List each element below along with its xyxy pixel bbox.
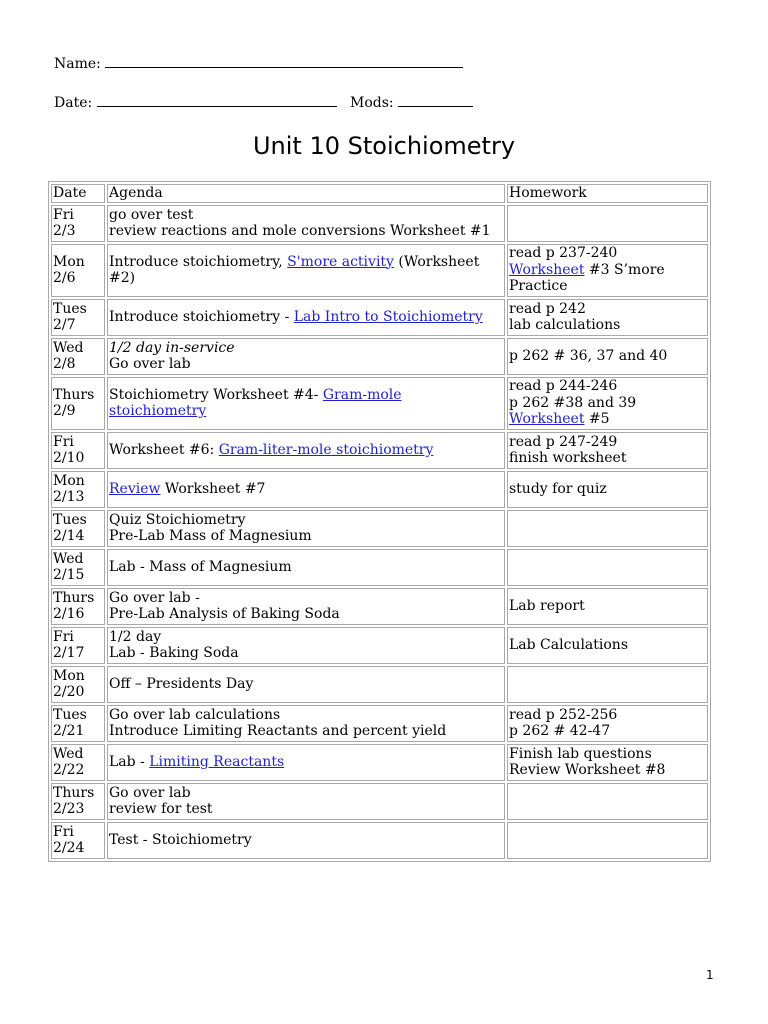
- agenda-cell: [107, 822, 505, 859]
- homework-cell: [507, 377, 708, 430]
- day-text: Tues: [53, 511, 87, 528]
- agenda-line: review for test: [109, 801, 213, 817]
- agenda-line: Go over lab: [109, 356, 191, 372]
- agenda-cell: [107, 299, 505, 336]
- agenda-cell: [107, 432, 505, 469]
- agenda-text: Stoichiometry Worksheet #4-: [109, 386, 323, 403]
- agenda-line: Lab - Mass of Magnesium: [109, 558, 292, 575]
- agenda-text: Introduce stoichiometry,: [109, 253, 288, 270]
- agenda-text: Worksheet #6:: [109, 441, 219, 458]
- homework-line: #3 S’more: [584, 261, 665, 278]
- homework-cell: [507, 822, 708, 859]
- agenda-link[interactable]: Gram-mole stoichiometry: [109, 386, 402, 419]
- date-cell: [51, 432, 105, 469]
- homework-cell: [507, 744, 708, 781]
- table-row: [51, 783, 708, 820]
- date-text: 2/17: [53, 645, 85, 661]
- date-text: 2/3: [53, 223, 76, 239]
- date-text: 2/16: [53, 606, 85, 622]
- agenda-cell: [107, 627, 505, 664]
- agenda-line: 1/2 day: [109, 628, 162, 645]
- table-row: [51, 705, 708, 742]
- agenda-line: Pre-Lab Mass of Magnesium: [109, 528, 312, 544]
- agenda-cell: [107, 666, 505, 703]
- homework-line: Practice: [509, 278, 568, 295]
- homework-line: lab calculations: [509, 317, 621, 333]
- agenda-cell: [107, 510, 505, 547]
- table-row: [51, 822, 708, 859]
- homework-cell: [507, 205, 708, 242]
- agenda-line: Go over lab calculations: [109, 706, 281, 723]
- homework-line: read p 242: [509, 300, 586, 317]
- agenda-link[interactable]: Limiting Reactants: [149, 753, 285, 770]
- day-text: Tues: [53, 706, 87, 723]
- header-homework: Homework: [507, 184, 708, 203]
- homework-line: read p 247-249: [509, 433, 618, 450]
- date-text: 2/14: [53, 528, 85, 544]
- homework-line: #5: [584, 411, 610, 428]
- day-text: Fri: [53, 823, 74, 840]
- agenda-cell: [107, 744, 505, 781]
- date-text: 2/24: [53, 840, 85, 856]
- homework-cell: [507, 338, 708, 375]
- homework-line: Finish lab questions: [509, 745, 652, 762]
- day-text: Thurs: [53, 784, 95, 801]
- table-row: [51, 244, 708, 297]
- day-text: Wed: [53, 745, 84, 762]
- date-cell: [51, 822, 105, 859]
- day-text: Wed: [53, 550, 84, 567]
- homework-line: p 262 # 36, 37 and 40: [509, 347, 668, 364]
- date-cell: [51, 244, 105, 297]
- homework-line: p 262 # 42-47: [509, 723, 611, 739]
- date-cell: [51, 744, 105, 781]
- date-cell: [51, 338, 105, 375]
- agenda-cell: [107, 205, 505, 242]
- homework-cell: [507, 299, 708, 336]
- homework-line: read p 237-240: [509, 245, 618, 262]
- page-number: 1: [706, 968, 714, 982]
- header-date: Date: [51, 184, 105, 203]
- agenda-italic-line: 1/2 day in-service: [109, 339, 235, 356]
- homework-cell: [507, 783, 708, 820]
- agenda-link[interactable]: Lab Intro to Stoichiometry: [293, 308, 483, 325]
- homework-line: Lab report: [509, 597, 585, 614]
- agenda-text: Introduce stoichiometry -: [109, 308, 294, 325]
- agenda-text: Lab -: [109, 753, 150, 770]
- date-text: 2/13: [53, 489, 85, 505]
- date-text: 2/21: [53, 723, 85, 739]
- table-row: [51, 338, 708, 375]
- day-text: Fri: [53, 433, 74, 450]
- day-text: Wed: [53, 339, 84, 356]
- day-text: Thurs: [53, 386, 95, 403]
- table-row: [51, 377, 708, 430]
- agenda-line: go over test: [109, 206, 194, 223]
- date-label: Date:: [54, 95, 93, 111]
- mods-label: Mods:: [350, 95, 394, 111]
- homework-cell: [507, 705, 708, 742]
- homework-cell: [507, 244, 708, 297]
- date-cell: [51, 510, 105, 547]
- table-row: [51, 432, 708, 469]
- date-text: 2/22: [53, 762, 85, 778]
- table-row: [51, 299, 708, 336]
- page-title: Unit 10 Stoichiometry: [252, 132, 516, 160]
- table-header-row: [51, 184, 708, 203]
- agenda-line: Quiz Stoichiometry: [109, 511, 246, 528]
- agenda-cell: [107, 471, 505, 508]
- homework-link[interactable]: Worksheet: [509, 261, 585, 278]
- date-cell: [51, 627, 105, 664]
- agenda-line: Test - Stoichiometry: [109, 831, 252, 848]
- agenda-cell: [107, 705, 505, 742]
- agenda-cell: [107, 244, 505, 297]
- day-text: Fri: [53, 206, 74, 223]
- date-cell: [51, 549, 105, 586]
- agenda-line: Introduce Limiting Reactants and percent yield: [109, 723, 447, 739]
- homework-cell: [507, 510, 708, 547]
- table-row: [51, 549, 708, 586]
- agenda-cell: [107, 377, 505, 430]
- date-text: 2/10: [53, 450, 85, 466]
- agenda-line: Lab - Baking Soda: [109, 645, 239, 661]
- agenda-link[interactable]: Review: [109, 480, 161, 497]
- homework-line: finish worksheet: [509, 450, 627, 466]
- date-text: 2/23: [53, 801, 85, 817]
- name-blank: [105, 54, 463, 68]
- day-text: Fri: [53, 628, 74, 645]
- table-row: [51, 666, 708, 703]
- agenda-line: Go over lab -: [109, 589, 200, 606]
- date-cell: [51, 666, 105, 703]
- homework-cell: [507, 588, 708, 625]
- homework-link[interactable]: Worksheet: [509, 411, 585, 428]
- homework-line: read p 244-246: [509, 378, 618, 395]
- date-mods-field: [54, 93, 473, 111]
- agenda-line: Off – Presidents Day: [109, 675, 254, 692]
- agenda-line: Pre-Lab Analysis of Baking Soda: [109, 606, 340, 622]
- agenda-table: [48, 181, 711, 862]
- homework-line: read p 252-256: [509, 706, 618, 723]
- date-cell: [51, 783, 105, 820]
- date-text: 2/8: [53, 356, 76, 372]
- agenda-text: (Worksheet #2): [109, 253, 480, 286]
- day-text: Mon: [53, 472, 85, 489]
- date-text: 2/9: [53, 403, 76, 419]
- homework-line: study for quiz: [509, 480, 607, 497]
- date-cell: [51, 377, 105, 430]
- name-field: [54, 54, 463, 72]
- date-text: 2/20: [53, 684, 85, 700]
- table-row: [51, 588, 708, 625]
- table-row: [51, 471, 708, 508]
- day-text: Mon: [53, 253, 85, 270]
- homework-cell: [507, 471, 708, 508]
- table-row: [51, 744, 708, 781]
- homework-line: Lab Calculations: [509, 636, 629, 653]
- agenda-link[interactable]: Gram-liter-mole stoichiometry: [218, 441, 434, 458]
- day-text: Thurs: [53, 589, 95, 606]
- date-cell: [51, 705, 105, 742]
- homework-cell: [507, 549, 708, 586]
- date-text: 2/6: [53, 270, 76, 286]
- agenda-line: Go over lab: [109, 784, 191, 801]
- date-blank: [97, 93, 337, 107]
- header-agenda: Agenda: [107, 184, 505, 203]
- day-text: Mon: [53, 667, 85, 684]
- homework-cell: [507, 627, 708, 664]
- table-row: [51, 510, 708, 547]
- homework-cell: [507, 666, 708, 703]
- mods-blank: [398, 93, 473, 107]
- agenda-cell: [107, 588, 505, 625]
- agenda-cell: [107, 783, 505, 820]
- agenda-cell: [107, 549, 505, 586]
- homework-cell: [507, 432, 708, 469]
- homework-line: p 262 #38 and 39: [509, 394, 637, 411]
- date-cell: [51, 299, 105, 336]
- table-row: [51, 205, 708, 242]
- day-text: Tues: [53, 300, 87, 317]
- date-cell: [51, 471, 105, 508]
- date-cell: [51, 588, 105, 625]
- date-text: 2/15: [53, 567, 85, 583]
- agenda-line: review reactions and mole conversions Worksheet #1: [109, 223, 491, 239]
- agenda-cell: [107, 338, 505, 375]
- name-label: Name:: [54, 56, 101, 72]
- table-row: [51, 627, 708, 664]
- date-cell: [51, 205, 105, 242]
- homework-line: Review Worksheet #8: [509, 762, 666, 778]
- date-text: 2/7: [53, 317, 76, 333]
- agenda-text: Worksheet #7: [160, 480, 266, 497]
- agenda-link[interactable]: S'more activity: [287, 253, 394, 270]
